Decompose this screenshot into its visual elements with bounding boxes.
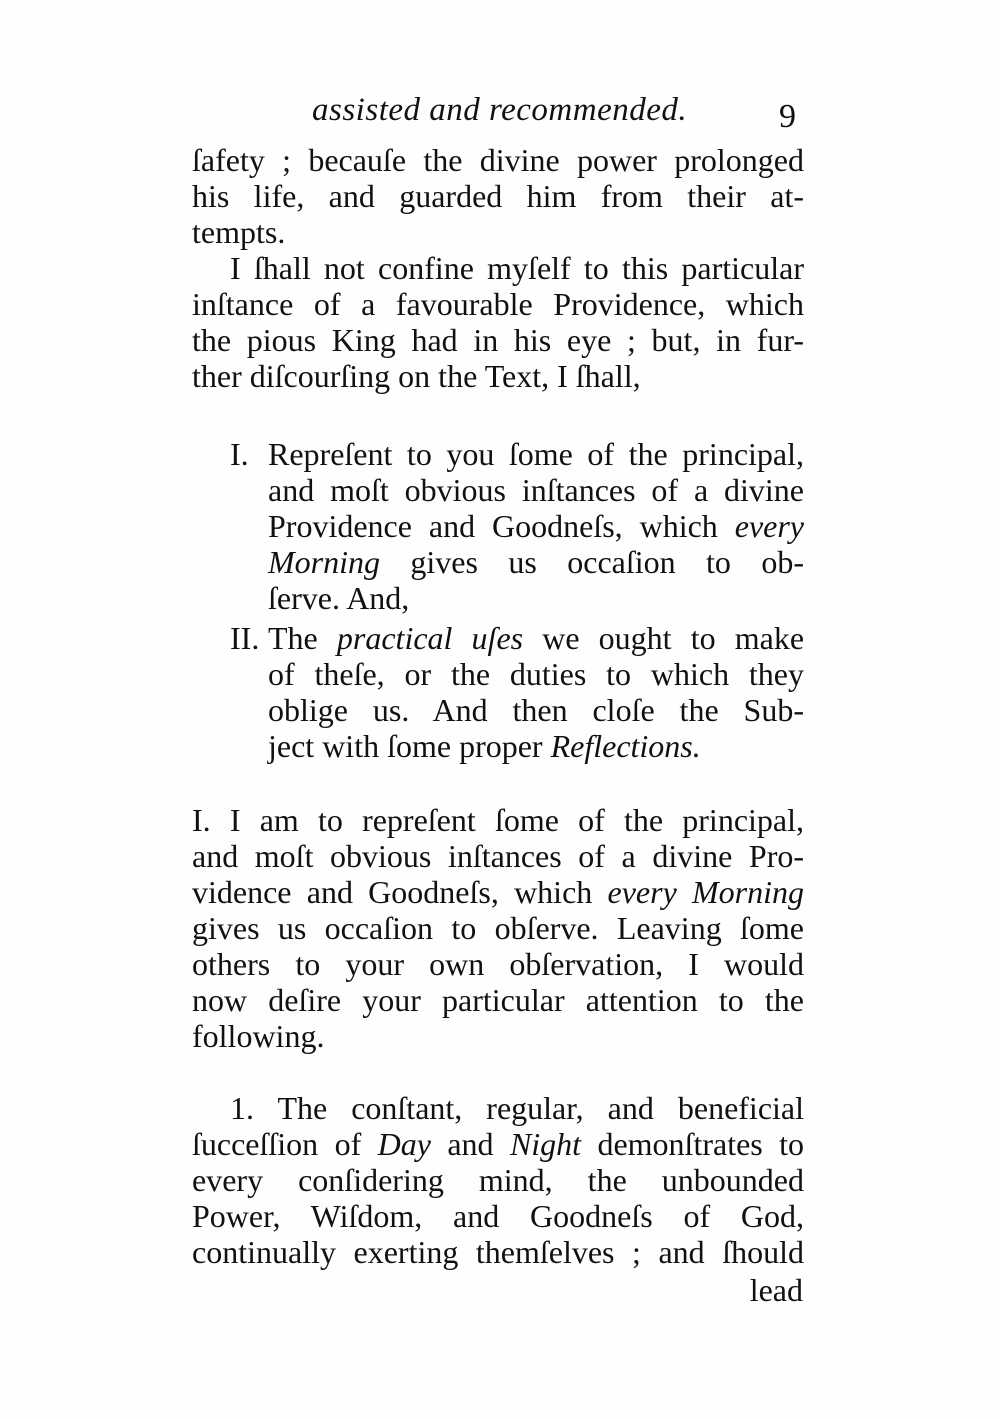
paragraph-4-italic: Night <box>509 1126 582 1162</box>
division-1-line: Repreſent to you ſome of the principal, <box>268 436 804 472</box>
division-1-line <box>268 544 804 580</box>
paragraph-3-line <box>192 874 804 910</box>
division-1-line <box>268 508 804 544</box>
paragraph-4-line: continually exerting themſelves ; and ſhould <box>192 1234 804 1270</box>
paragraph-4-line <box>192 1126 804 1162</box>
division-2-text: The <box>268 620 337 656</box>
division-1-line: and moſt obvious inſtances of a divine <box>268 472 804 508</box>
division-2-line <box>268 620 804 656</box>
paragraph-3-text: vidence and Goodneſs, which <box>192 874 608 910</box>
division-1-italic: every <box>734 508 804 544</box>
paragraph-2-line: inſtance of a favourable Providence, which <box>192 286 804 322</box>
paragraph-4-line: Power, Wiſdom, and Goodneſs of God, <box>192 1198 804 1234</box>
division-2-italic: practical uſes <box>336 620 524 656</box>
paragraph-3-line: and moſt obvious inſtances of a divine Pro- <box>192 838 804 874</box>
paragraph-3-line: gives us occaſion to obſerve. Leaving ſome <box>192 910 804 946</box>
division-2-line <box>268 728 804 764</box>
paragraph-2-line: ther diſcourſing on the Text, I ſhall, <box>192 358 641 394</box>
paragraph-3-line: I. I am to repreſent ſome of the principal, <box>192 802 804 838</box>
paragraph-1-line: ſafety ; becauſe the divine power prolonged <box>192 142 804 178</box>
division-2-line: oblige us. And then cloſe the Sub- <box>268 692 804 728</box>
paragraph-4-italic: Day <box>377 1126 431 1162</box>
division-2-text: ject with ſome proper <box>268 728 551 764</box>
paragraph-1-line: his life, and guarded him from their at- <box>192 178 804 214</box>
paragraph-2-line: I ſhall not confine myſelf to this particular <box>230 250 804 286</box>
division-1-text: gives us occaſion to ob- <box>380 544 804 580</box>
paragraph-3-italic: every Morning <box>607 874 804 910</box>
division-2-numeral: II. <box>230 620 260 656</box>
division-1-text: Providence and Goodneſs, which <box>268 508 735 544</box>
paragraph-4-line: 1. The conſtant, regular, and beneficial <box>230 1090 804 1126</box>
paragraph-4-text: and <box>430 1126 510 1162</box>
division-1-italic: Morning <box>268 544 380 580</box>
division-1-numeral: I. <box>230 436 249 472</box>
running-title: assisted and recommended. <box>312 92 688 128</box>
paragraph-3-line: following. <box>192 1018 325 1054</box>
paragraph-3-line: others to your own obſervation, I would <box>192 946 804 982</box>
catchword: lead <box>749 1272 803 1308</box>
page-header <box>190 92 802 136</box>
paragraph-3-line: now deſire your particular attention to the <box>192 982 804 1018</box>
division-2-line: of theſe, or the duties to which they <box>268 656 804 692</box>
paragraph-2-line: the pious King had in his eye ; but, in fur- <box>192 322 804 358</box>
paragraph-1-line: tempts. <box>192 214 286 250</box>
division-2-italic: Reflections. <box>550 728 701 764</box>
division-2-text: we ought to make <box>523 620 805 656</box>
paragraph-4-text: ſucceſſion of <box>192 1126 378 1162</box>
paragraph-4-text: demonſtrates to <box>581 1126 805 1162</box>
page-number: 9 <box>779 98 796 135</box>
division-1-line: ſerve. And, <box>268 580 410 616</box>
paragraph-4-line: every conſidering mind, the unbounded <box>192 1162 804 1198</box>
